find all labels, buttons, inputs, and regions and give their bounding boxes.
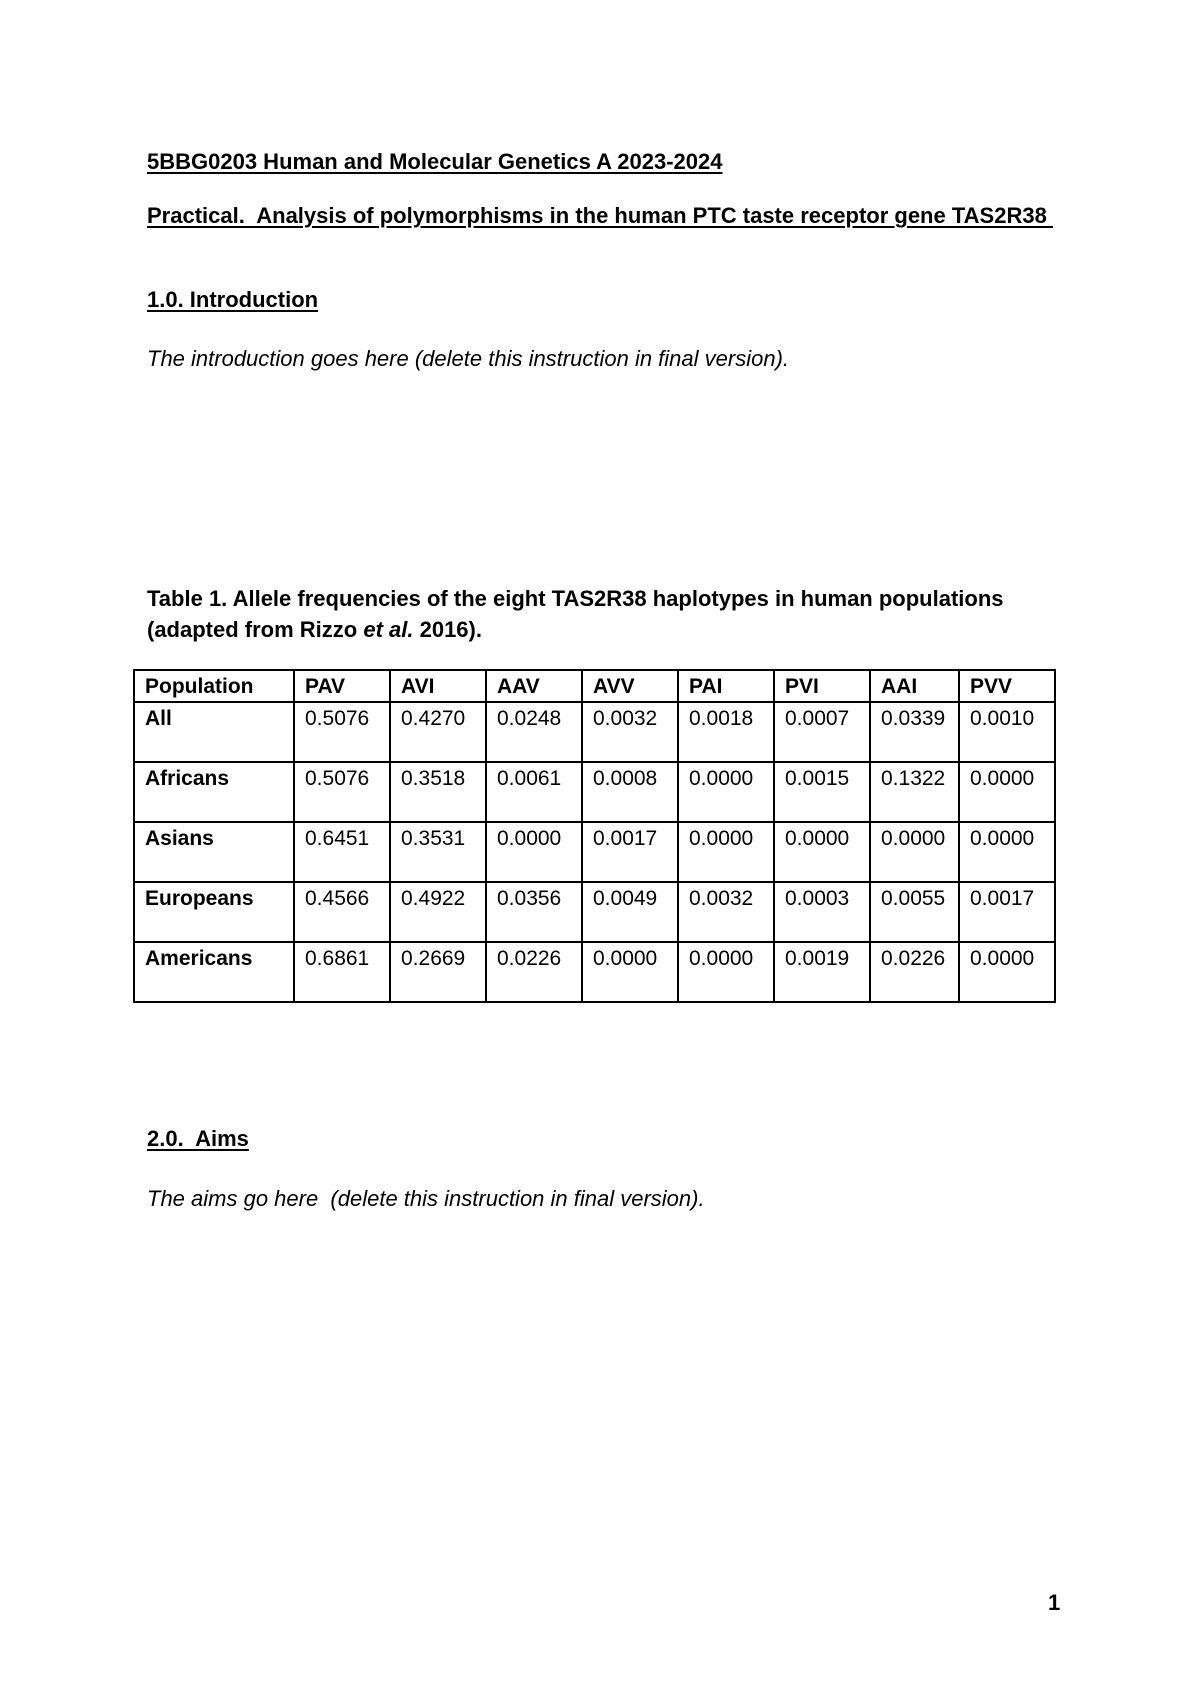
frequency-cell: 0.6861 <box>294 942 390 1002</box>
frequency-cell: 0.4270 <box>390 702 486 762</box>
frequency-cell: 0.4566 <box>294 882 390 942</box>
frequency-cell: 0.3531 <box>390 822 486 882</box>
column-header-aav: AAV <box>486 670 582 702</box>
column-header-pai: PAI <box>678 670 774 702</box>
frequency-cell: 0.5076 <box>294 762 390 822</box>
frequency-cell: 0.0000 <box>870 822 959 882</box>
frequency-cell: 0.4922 <box>390 882 486 942</box>
frequency-cell: 0.0000 <box>678 762 774 822</box>
frequency-cell: 0.0000 <box>582 942 678 1002</box>
frequency-cell: 0.3518 <box>390 762 486 822</box>
table-row <box>134 762 1055 822</box>
frequency-cell: 0.0019 <box>774 942 870 1002</box>
column-header-pav: PAV <box>294 670 390 702</box>
frequency-cell: 0.0017 <box>959 882 1055 942</box>
document-title: 5BBG0203 Human and Molecular Genetics A 2023-2024 <box>147 149 723 174</box>
frequency-cell: 0.0055 <box>870 882 959 942</box>
table-row <box>134 882 1055 942</box>
table-caption-year: 2016). <box>413 617 482 642</box>
population-cell: Europeans <box>134 882 294 942</box>
frequency-cell: 0.1322 <box>870 762 959 822</box>
frequency-cell: 0.0000 <box>959 762 1055 822</box>
column-header-pvi: PVI <box>774 670 870 702</box>
frequency-cell: 0.0032 <box>678 882 774 942</box>
frequency-cell: 0.0226 <box>486 942 582 1002</box>
allele-frequency-table <box>133 669 1056 1003</box>
population-cell: Africans <box>134 762 294 822</box>
column-header-avi: AVI <box>390 670 486 702</box>
table-row <box>134 822 1055 882</box>
frequency-cell: 0.0000 <box>959 822 1055 882</box>
population-cell: Americans <box>134 942 294 1002</box>
table-body <box>134 702 1055 1002</box>
population-cell: All <box>134 702 294 762</box>
column-header-aai: AAI <box>870 670 959 702</box>
table-row <box>134 702 1055 762</box>
frequency-cell: 0.0061 <box>486 762 582 822</box>
frequency-cell: 0.0000 <box>774 822 870 882</box>
frequency-cell: 0.6451 <box>294 822 390 882</box>
column-header-pvv: PVV <box>959 670 1055 702</box>
frequency-cell: 0.0018 <box>678 702 774 762</box>
frequency-cell: 0.0032 <box>582 702 678 762</box>
frequency-cell: 0.0248 <box>486 702 582 762</box>
table-row <box>134 942 1055 1002</box>
column-header-avv: AVV <box>582 670 678 702</box>
page-number: 1 <box>1048 1590 1061 1615</box>
introduction-instruction: The introduction goes here (delete this instruction in final version). <box>147 346 790 371</box>
frequency-cell: 0.0000 <box>678 822 774 882</box>
table-header-row <box>134 670 1055 702</box>
table-caption <box>147 583 1047 645</box>
frequency-cell: 0.0226 <box>870 942 959 1002</box>
frequency-cell: 0.0000 <box>959 942 1055 1002</box>
frequency-cell: 0.2669 <box>390 942 486 1002</box>
population-cell: Asians <box>134 822 294 882</box>
table-caption-citation: et al. <box>363 617 414 642</box>
frequency-cell: 0.0010 <box>959 702 1055 762</box>
column-header-population: Population <box>134 670 294 702</box>
frequency-cell: 0.0356 <box>486 882 582 942</box>
aims-heading: 2.0. Aims <box>147 1126 249 1151</box>
table-caption-text: Table 1. Allele frequencies of the eight TAS2R38 haplotypes in human populations (adapted from Rizzo <box>147 586 1004 642</box>
frequency-cell: 0.5076 <box>294 702 390 762</box>
aims-instruction: The aims go here (delete this instruction in final version). <box>147 1186 705 1211</box>
practical-title: Practical. Analysis of polymorphisms in the human PTC taste receptor gene TAS2R38 <box>147 203 1053 228</box>
frequency-cell: 0.0015 <box>774 762 870 822</box>
frequency-cell: 0.0008 <box>582 762 678 822</box>
frequency-cell: 0.0000 <box>678 942 774 1002</box>
frequency-cell: 0.0049 <box>582 882 678 942</box>
frequency-cell: 0.0017 <box>582 822 678 882</box>
frequency-cell: 0.0339 <box>870 702 959 762</box>
frequency-cell: 0.0003 <box>774 882 870 942</box>
frequency-cell: 0.0000 <box>486 822 582 882</box>
introduction-heading: 1.0. Introduction <box>147 287 319 312</box>
frequency-cell: 0.0007 <box>774 702 870 762</box>
